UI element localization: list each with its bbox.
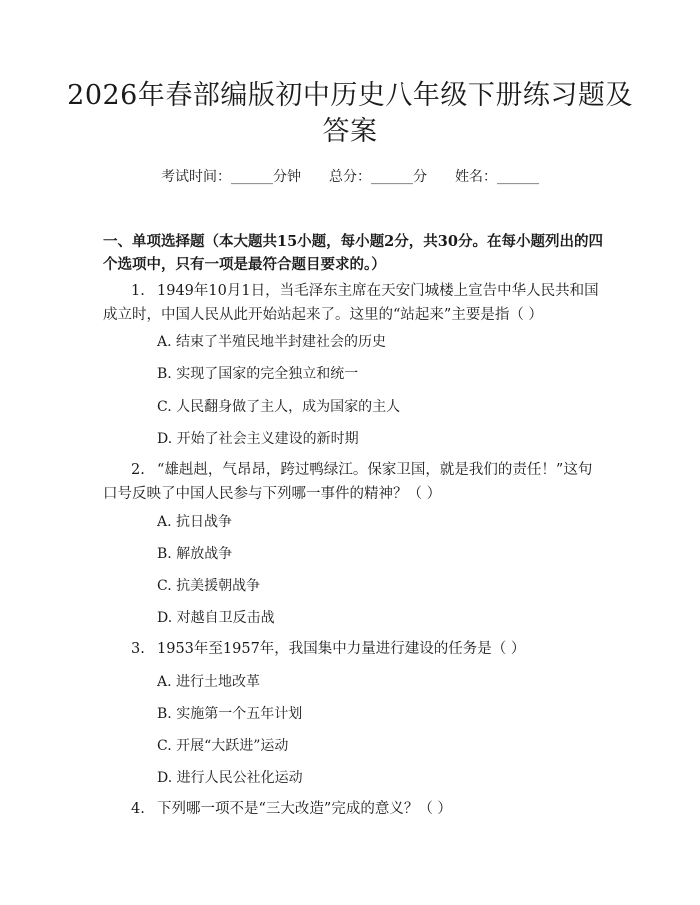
option-d: D. 进行人民公社化运动: [157, 770, 303, 786]
question-number: 2.: [131, 462, 145, 478]
name-label: 姓名：______: [455, 169, 539, 185]
exam-info: [0, 166, 700, 188]
question-number: 4.: [131, 801, 145, 817]
total-score-label: 总分：______分: [329, 169, 427, 185]
option-c: C. 开展“大跃进”运动: [157, 738, 289, 754]
option-c: C. 抗美援朝战争: [157, 578, 261, 594]
option-d: D. 开始了社会主义建设的新时期: [157, 431, 359, 447]
option-c: C. 人民翻身做了主人，成为国家的主人: [157, 399, 401, 415]
question-text: 1953年至1957年，我国集中力量进行建设的任务是（ ）: [157, 641, 526, 657]
question-text: 1949年10月1日，当毛泽东主席在天安门城楼上宣告中华人民共和国成立时，中国人民从此开始站起来了。这里的“站起来”主要是指（ ）: [103, 283, 599, 323]
option-a: A. 抗日战争: [157, 514, 233, 530]
exam-time-label: 考试时间：______分钟: [161, 169, 301, 185]
option-a: A. 结束了半殖民地半封建社会的历史: [157, 334, 387, 350]
question-text: 下列哪一项不是“三大改造”完成的意义？（ ）: [157, 801, 452, 817]
question-number: 1.: [131, 283, 145, 299]
question-4: [103, 798, 600, 822]
option-b: B. 实现了国家的完全独立和统一: [157, 366, 359, 382]
option-d: D. 对越自卫反击战: [157, 610, 275, 626]
page-title: 2026年春部编版初中历史八年级下册练习题及答案: [67, 80, 633, 147]
option-a: A. 进行土地改革: [157, 674, 261, 690]
option-b: B. 解放战争: [157, 546, 233, 562]
option-b: B. 实施第一个五年计划: [157, 706, 303, 722]
question-text: “雄赳赳，气昂昂，跨过鸭绿江。保家卫国，就是我们的责任！”这句口号反映了中国人民参与下列哪一事件的精神？（ ）: [103, 462, 593, 502]
question-number: 3.: [131, 641, 145, 657]
question-2: [103, 459, 600, 506]
question-3: [103, 638, 600, 662]
question-1: [103, 280, 600, 327]
section-heading: 一、单项选择题（本大题共15小题，每小题2分，共30分。在每小题列出的四个选项中，只有一项是最符合题目要求的。）: [103, 233, 603, 273]
